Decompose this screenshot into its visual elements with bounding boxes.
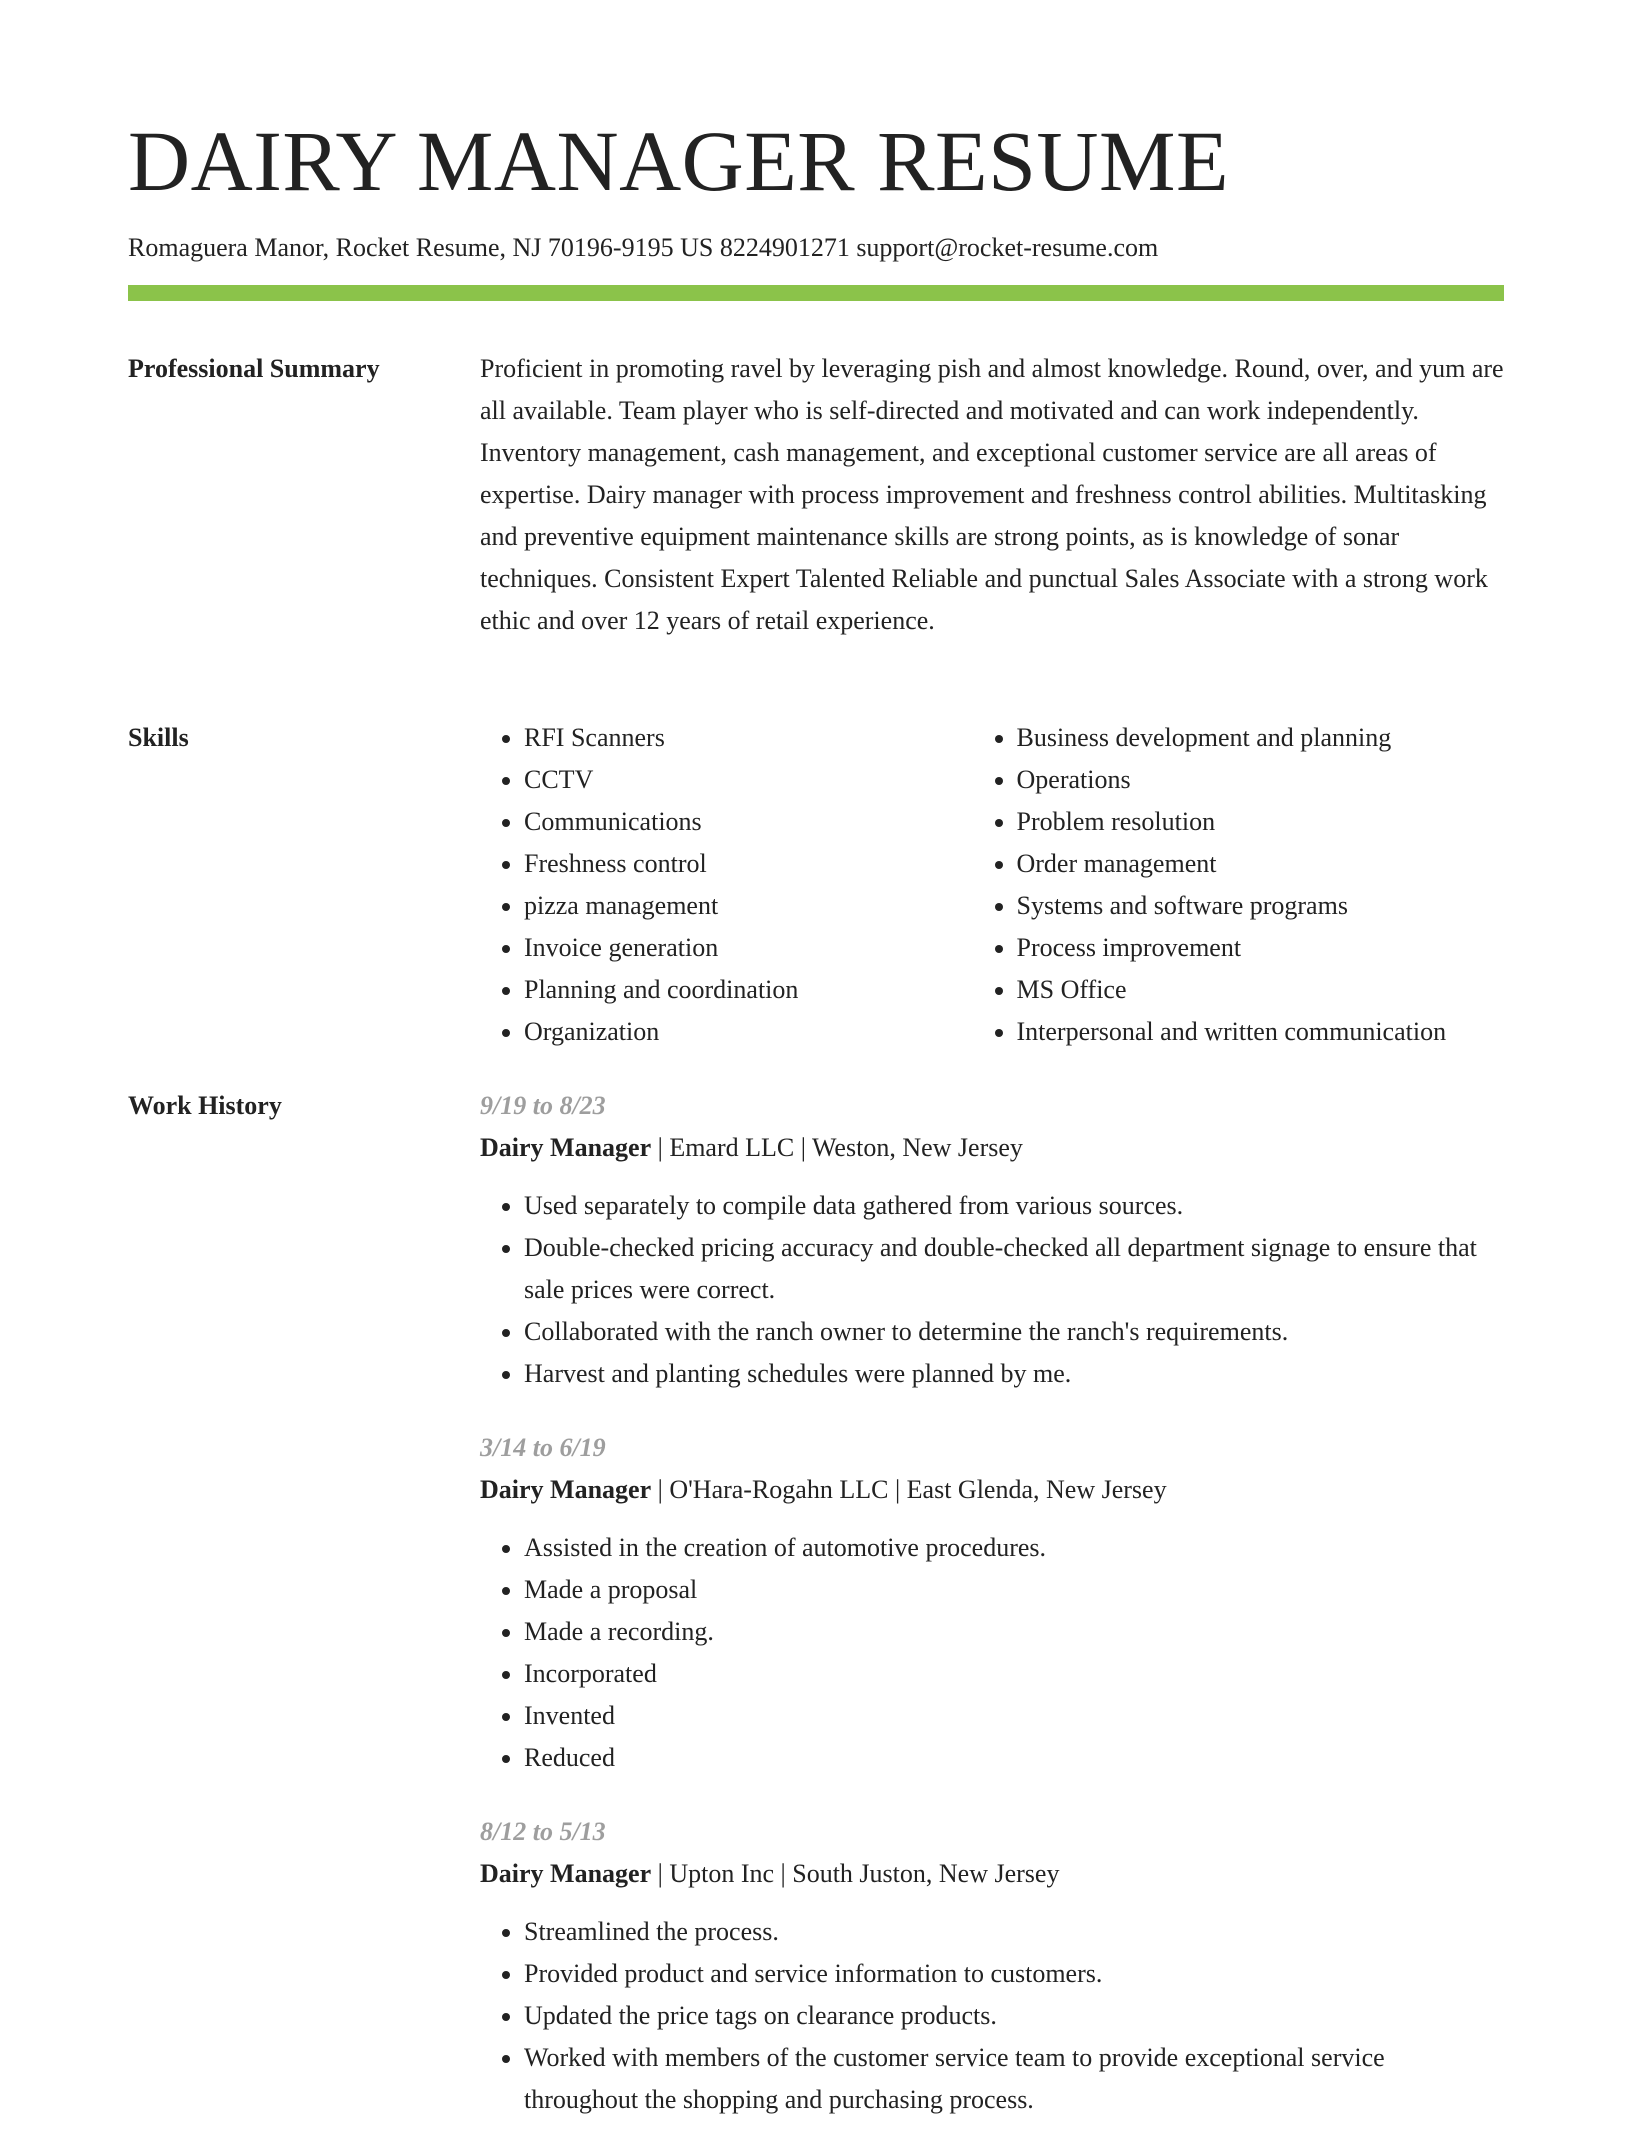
skills-list-left bbox=[480, 717, 973, 1053]
skill-item: • pizza management bbox=[524, 885, 973, 927]
job-bullets bbox=[480, 1911, 1504, 2121]
job-bullet: • Assisted in the creation of automotive procedures. bbox=[524, 1527, 1504, 1569]
job-bullet: • Updated the price tags on clearance products. bbox=[524, 1995, 1504, 2037]
job-bullet: • Streamlined the process. bbox=[524, 1911, 1504, 1953]
job-entry bbox=[480, 1085, 1504, 1395]
job-bullet: • Reduced bbox=[524, 1737, 1504, 1779]
contact-line: Romaguera Manor, Rocket Resume, NJ 70196-9195 US 8224901271 support@rocket-resume.com bbox=[128, 233, 1159, 262]
job-dates: 9/19 to 8/23 bbox=[480, 1091, 606, 1120]
work-history-label: Work History bbox=[128, 1091, 282, 1120]
job-bullet: • Provided product and service information to customers. bbox=[524, 1953, 1504, 1995]
job-bullets bbox=[480, 1527, 1504, 1779]
summary-text: Proficient in promoting ravel by leveraging pish and almost knowledge. Round, over, and yum are all available. Team player who is self-directed and motivated and can work independently. Inventory management, cash management, and exceptional customer service are all areas of expertise. Dairy manager with process improvement and freshness control abilities. Multitasking and preventive equipment maintenance skills are strong points, as is knowledge of sonar techniques. Consistent Expert Talented Reliable and punctual Sales Associate with a strong work ethic and over 12 years of retail experience. bbox=[480, 354, 1504, 635]
skill-item: • Freshness control bbox=[524, 843, 973, 885]
skill-item: • Process improvement bbox=[1017, 927, 1505, 969]
job-bullet: • Double-checked pricing accuracy and double-checked all department signage to ensure that sale prices were correct. bbox=[524, 1227, 1504, 1311]
header-divider bbox=[128, 285, 1504, 301]
job-bullet: • Harvest and planting schedules were planned by me. bbox=[524, 1353, 1504, 1395]
job-bullet: • Used separately to compile data gathered from various sources. bbox=[524, 1185, 1504, 1227]
page-title: DAIRY MANAGER RESUME bbox=[128, 113, 1229, 209]
job-title: Dairy Manager bbox=[480, 1475, 652, 1504]
skill-item: • MS Office bbox=[1017, 969, 1505, 1011]
skill-item: • Invoice generation bbox=[524, 927, 973, 969]
job-bullet: • Worked with members of the customer service team to provide exceptional service throughout the shopping and purchasing process. bbox=[524, 2037, 1504, 2121]
skill-item: • Organization bbox=[524, 1011, 973, 1053]
job-dates: 3/14 to 6/19 bbox=[480, 1433, 606, 1462]
skill-item: • Operations bbox=[1017, 759, 1505, 801]
skill-item: • Business development and planning bbox=[1017, 717, 1505, 759]
job-bullet: • Made a proposal bbox=[524, 1569, 1504, 1611]
job-details: | Emard LLC | Weston, New Jersey bbox=[651, 1133, 1023, 1162]
skill-item: • RFI Scanners bbox=[524, 717, 973, 759]
skill-item: • CCTV bbox=[524, 759, 973, 801]
job-title: Dairy Manager bbox=[480, 1859, 652, 1888]
job-bullet: • Incorporated bbox=[524, 1653, 1504, 1695]
job-entry bbox=[480, 1427, 1504, 1779]
job-bullet: • Made a recording. bbox=[524, 1611, 1504, 1653]
skill-item: • Communications bbox=[524, 801, 973, 843]
skill-item: • Systems and software programs bbox=[1017, 885, 1505, 927]
job-entry bbox=[480, 1811, 1504, 2121]
skills-list-right bbox=[973, 717, 1505, 1053]
skill-item: • Order management bbox=[1017, 843, 1505, 885]
skills-label: Skills bbox=[128, 723, 189, 752]
skill-item: • Problem resolution bbox=[1017, 801, 1505, 843]
summary-label: Professional Summary bbox=[128, 354, 380, 383]
skill-item: • Interpersonal and written communication bbox=[1017, 1011, 1505, 1053]
job-bullet: • Invented bbox=[524, 1695, 1504, 1737]
skill-item: • Planning and coordination bbox=[524, 969, 973, 1011]
job-title: Dairy Manager bbox=[480, 1133, 652, 1162]
job-dates: 8/12 to 5/13 bbox=[480, 1817, 606, 1846]
job-details: | O'Hara-Rogahn LLC | East Glenda, New Jersey bbox=[651, 1475, 1167, 1504]
job-bullets bbox=[480, 1185, 1504, 1395]
job-bullet: • Collaborated with the ranch owner to determine the ranch's requirements. bbox=[524, 1311, 1504, 1353]
job-details: | Upton Inc | South Juston, New Jersey bbox=[651, 1859, 1060, 1888]
